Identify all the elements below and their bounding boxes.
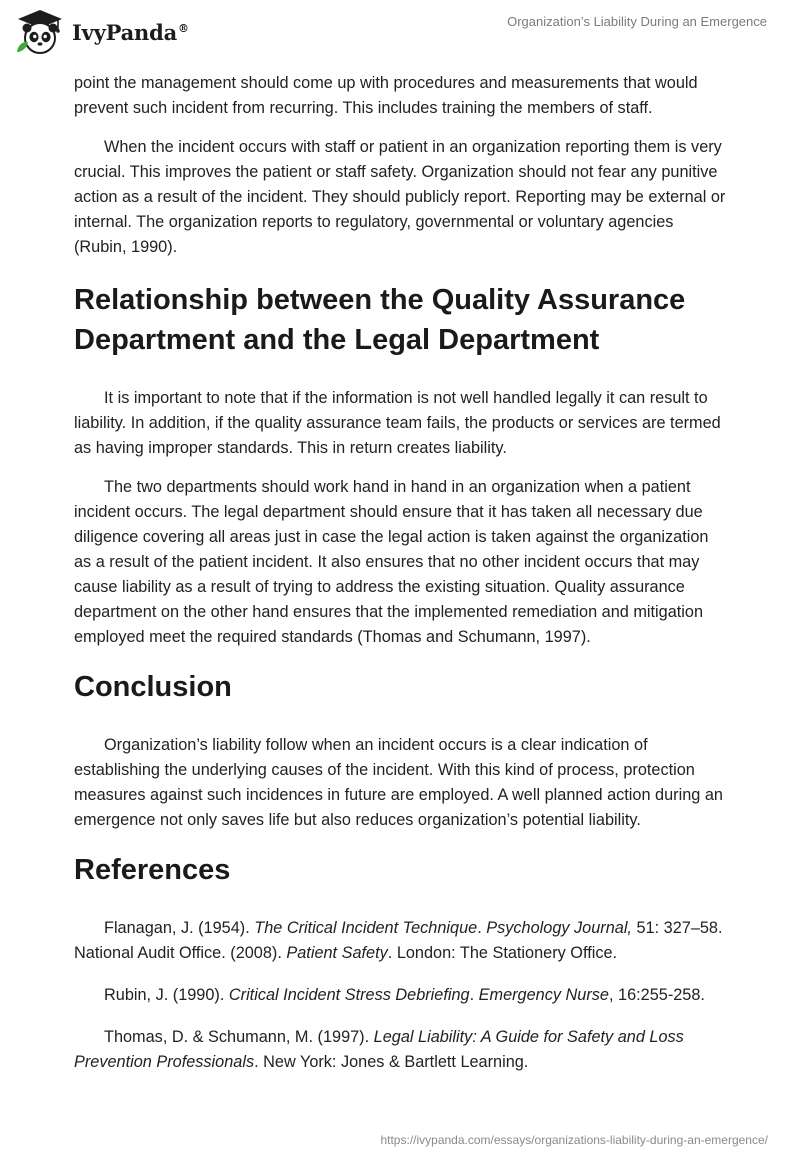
document-title: Organization’s Liability During an Emergence [507, 14, 767, 29]
page-header [0, 0, 800, 64]
panda-graduate-icon [14, 8, 66, 56]
paragraph-reporting: When the incident occurs with staff or patient in an organization reporting them is very crucial. This improves the patient or staff safety. Organization should not fear any punitive action as a result of the incident. They should publicly report. Reporting may be external or internal. The organization reports to regulatory, governmental or voluntary agencies (Rubin, 1990). [74, 138, 726, 256]
heading-references: References [74, 854, 231, 886]
paragraph-relationship-2: The two departments should work hand in hand in an organization when a patient incident occurs. The legal department should ensure that it has taken all necessary due diligence covering all areas just in case the legal action is taken against the organization as a result of the patient incident. It also ensures that no other incident occurs that may cause liability as a result of trying to address the existing situation. Quality assurance department on the other hand ensures that the implemented remediation and mitigation employed meet the required standards (Thomas and Schumann, 1997). [74, 478, 709, 646]
heading-conclusion: Conclusion [74, 671, 232, 703]
paragraph-conclusion: Organization’s liability follow when an incident occurs is a clear indication of establishing the underlying causes of the incident. With this kind of process, protection measures against such incidences in future are employed. A well planned action during an emergence not only saves life but also reduces organization’s potential liability. [74, 736, 723, 829]
reference-rubin: Rubin, J. (1990). Critical Incident Stress Debriefing. Emergency Nurse, 16:255-258. [104, 986, 705, 1004]
source-url[interactable]: https://ivypanda.com/essays/organizations-liability-during-an-emergence/ [380, 1133, 768, 1147]
reference-thomas: Thomas, D. & Schumann, M. (1997). Legal Liability: A Guide for Safety and Loss Prevention Professionals. New York: Jones & Bartlett Learning. [74, 1028, 684, 1071]
ivypanda-logo[interactable] [14, 8, 189, 56]
reference-flanagan: Flanagan, J. (1954). The Critical Incident Technique. Psychology Journal, 51: 327–58. National Audit Office. (2008). Patient Safety. London: The Stationery Office. [74, 919, 723, 962]
brand-name: IvyPanda® [72, 19, 189, 45]
heading-relationship: Relationship between the Quality Assurance Department and the Legal Department [74, 284, 686, 356]
paragraph-intro-continued: point the management should come up with procedures and measurements that would prevent such incident from recurring. This includes training the members of staff. [74, 74, 698, 117]
paragraph-relationship-1: It is important to note that if the information is not well handled legally it can result to liability. In addition, if the quality assurance team fails, the products or services are termed as having improper standards. This in return creates liability. [74, 389, 721, 457]
essay-content [74, 71, 726, 1092]
